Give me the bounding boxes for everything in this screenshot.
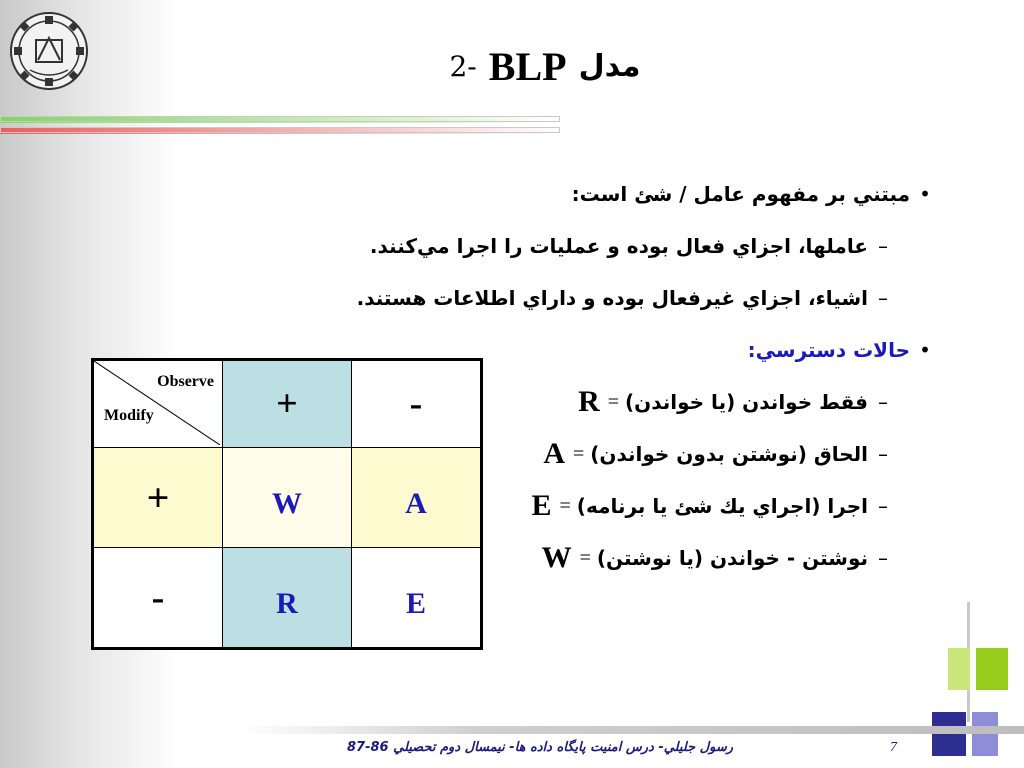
corner-label-observe: Observe — [157, 373, 214, 390]
table-row — [93, 448, 482, 548]
bullet-item — [340, 168, 940, 220]
footer-rule — [240, 726, 1024, 734]
table-cell: W — [223, 448, 352, 548]
dash-marker: – — [878, 286, 888, 310]
dash-marker: – — [878, 494, 888, 518]
footer-caption: رسول جليلي- درس امنيت پايگاه داده ها- نيمسال دوم تحصيلي 86-87 — [347, 740, 733, 755]
column-header: + — [223, 360, 352, 448]
sub-item-text: اشياء، اجزاي غيرفعال بوده و داراي اطلاعات هستند. — [356, 286, 868, 310]
decor-square-lavender — [972, 712, 998, 756]
title-number: 2- — [449, 49, 477, 83]
dash-marker: – — [878, 546, 888, 570]
title-stripe-frame — [0, 116, 560, 122]
sub-item — [340, 220, 940, 272]
row-header: + — [93, 448, 223, 548]
table-cell: A — [352, 448, 482, 548]
table-cell: E — [352, 548, 482, 649]
bullet-marker: • — [919, 182, 931, 206]
title-latin: BLP — [488, 43, 567, 89]
bullet-text: مبتني بر مفهوم عامل / شئ است: — [571, 182, 910, 206]
column-header: - — [352, 360, 482, 448]
sub-item — [340, 272, 940, 324]
access-mode-letter: W — [541, 541, 572, 574]
access-mode-letter: E — [531, 489, 552, 522]
dash-marker: – — [878, 390, 888, 414]
access-matrix-table — [91, 358, 483, 650]
sub-item-text: فقط خواندن (يا خواندن) — [625, 390, 868, 414]
slide-title — [380, 36, 710, 96]
title-persian: مدل — [578, 48, 641, 84]
bullet-text: حالات دسترسي: — [747, 338, 910, 362]
decor-square-navy — [932, 712, 966, 756]
table-cell: R — [223, 548, 352, 649]
sub-item-text: اجرا (اجراي يك شئ يا برنامه) — [576, 494, 868, 518]
access-mode-letter: A — [543, 437, 565, 470]
equals-sign: = — [607, 390, 620, 413]
page-number: 7 — [890, 740, 897, 755]
equals-sign: = — [559, 494, 571, 517]
university-emblem-icon — [8, 10, 90, 92]
sub-item-text: عاملها، اجزاي فعال بوده و عمليات را اجرا مي‌كنند. — [369, 234, 868, 258]
decor-square-green-light — [948, 648, 970, 690]
table-row — [93, 360, 482, 448]
equals-sign: = — [572, 442, 585, 465]
corner-cell — [93, 360, 223, 448]
decor-square-green — [976, 648, 1008, 690]
row-header: - — [93, 548, 223, 649]
equals-sign: = — [579, 546, 591, 569]
title-stripe-frame — [0, 127, 560, 133]
dash-marker: – — [878, 234, 888, 258]
sub-item-text: الحاق (نوشتن بدون خواندن) — [590, 442, 868, 466]
bullet-marker: • — [919, 338, 931, 362]
dash-marker: – — [878, 442, 888, 466]
sub-item-text: نوشتن - خواندن (يا نوشتن) — [596, 546, 868, 570]
corner-label-modify: Modify — [104, 407, 154, 424]
access-mode-letter: R — [578, 385, 600, 418]
table-row — [93, 548, 482, 649]
